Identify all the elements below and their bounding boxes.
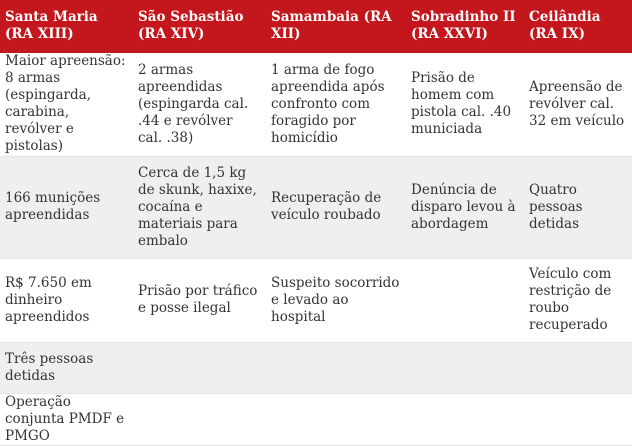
header-ceilandia: Ceilândia (RA IX) [529, 9, 601, 42]
table-cell [266, 393, 406, 445]
table-cell: Suspeito socorrido e levado ao hospital [266, 258, 406, 342]
table-cell: Prisão de homem com pistola cal. .40 municiada [406, 53, 524, 156]
table-row [0, 258, 632, 342]
table-cell: Operação conjunta PMDF e PMGO [0, 393, 133, 445]
header-row [0, 0, 632, 53]
header-santa-maria: Santa Maria (RA XIII) [5, 9, 98, 42]
table-cell: Denúncia de disparo levou à abordagem [406, 156, 524, 258]
table-cell: Cerca de 1,5 kg de skunk, haxixe, cocaína e materiais para embalo [133, 156, 266, 258]
table-cell: 166 munições apreendidas [0, 156, 133, 258]
table-cell [406, 393, 524, 445]
table-row [0, 393, 632, 445]
table-row [0, 53, 632, 156]
table-header [0, 0, 632, 53]
table-cell: Três pessoas detidas [0, 342, 133, 393]
table-cell: Veículo com restrição de roubo recuperado [524, 258, 632, 342]
table-row [0, 342, 632, 393]
table-cell: R$ 7.650 em dinheiro apreendidos [0, 258, 133, 342]
table-cell: Prisão por tráfico e posse ilegal [133, 258, 266, 342]
table-cell [133, 393, 266, 445]
table-cell: Recuperação de veículo roubado [266, 156, 406, 258]
table-cell [524, 393, 632, 445]
table-cell [133, 342, 266, 393]
table-row [0, 156, 632, 258]
header-sobradinho-ii: Sobradinho II (RA XXVI) [411, 9, 516, 42]
table-cell [266, 342, 406, 393]
header-sao-sebastiao: São Sebastião (RA XIV) [138, 9, 244, 42]
table-cell [406, 258, 524, 342]
table-cell: 1 arma de fogo apreendida após confronto com foragido por homicídio [266, 53, 406, 156]
table-cell: Maior apreensão: 8 armas (espingarda, carabina, revólver e pistolas) [0, 53, 133, 156]
table-cell: Quatro pessoas detidas [524, 156, 632, 258]
table-body [0, 53, 632, 445]
table-cell [524, 342, 632, 393]
header-samambaia: Samambaia (RA XII) [271, 9, 392, 42]
table-cell [406, 342, 524, 393]
table-cell: 2 armas apreendidas (espingarda cal. .44 e revólver cal. .38) [133, 53, 266, 156]
table-cell: Apreensão de revólver cal. 32 em veículo [524, 53, 632, 156]
